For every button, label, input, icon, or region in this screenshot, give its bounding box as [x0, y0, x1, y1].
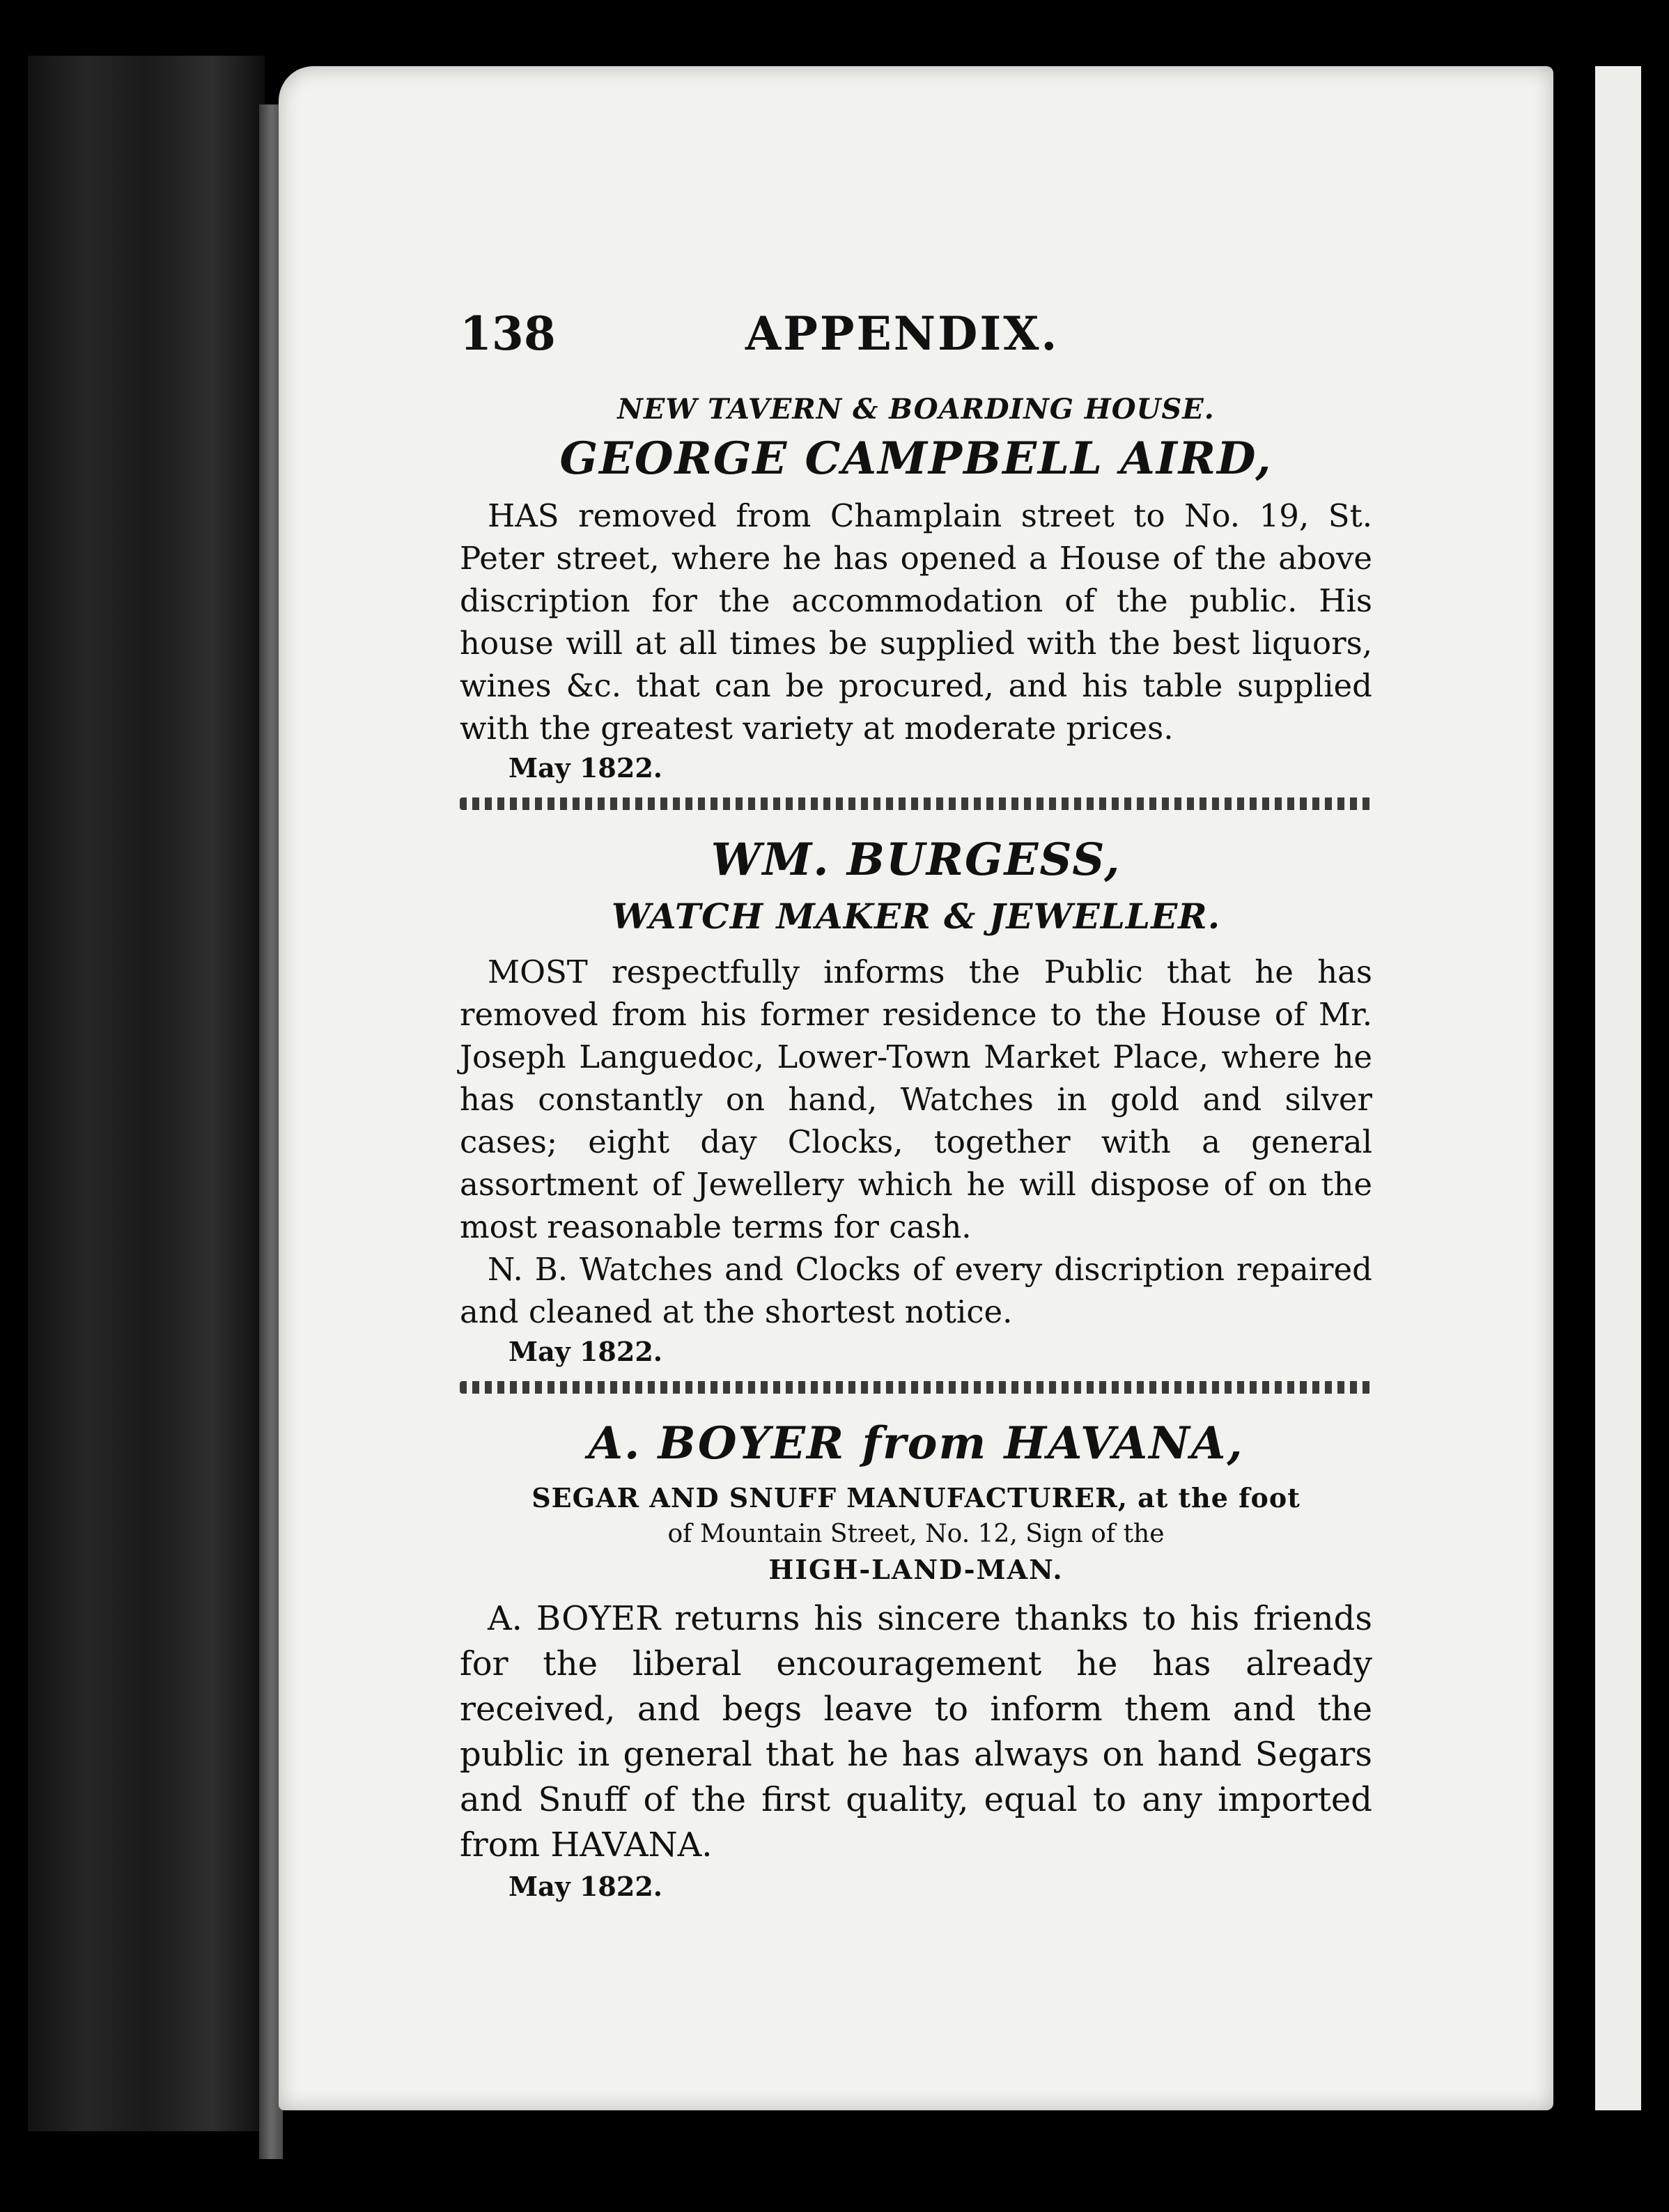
- advertisement-burgess: [460, 834, 1372, 1367]
- ornamental-rule: [460, 1381, 1372, 1394]
- ad-date: May 1822.: [509, 1871, 662, 1902]
- ad-kicker: NEW TAVERN & BOARDING HOUSE.: [617, 393, 1215, 426]
- advertisement-boyer: [460, 1417, 1372, 1902]
- book-spine: [28, 56, 265, 2131]
- advertiser-name: GEORGE CAMPBELL AIRD,: [559, 433, 1273, 485]
- ad-subtitle: SEGAR AND SNUFF MANUFACTURER, at the foot: [531, 1482, 1301, 1513]
- page-content: [460, 293, 1372, 1909]
- ad-date: May 1822.: [509, 1336, 662, 1367]
- page-number: 138: [460, 306, 556, 361]
- ad-body: HAS removed from Champlain street to No. 19, St. Peter street, where he has opened a House of the above discription for the accommodation of the public. His house will at all times be supplied with the best liquors, wines &c. that can be procured, and his table supplied with the greatest variety at moderate prices.: [460, 497, 1372, 747]
- gutter-shadow: [1553, 66, 1595, 2114]
- ornamental-rule: [460, 797, 1372, 810]
- ad-note: N. B. Watches and Clocks of every discription repaired and cleaned at the shortest notice.: [460, 1251, 1372, 1330]
- ad-sign: HIGH-LAND-MAN.: [768, 1554, 1064, 1585]
- ad-body: MOST respectfully informs the Public that he has removed from his former residence to the House of Mr. Joseph Languedoc, Lower-Town Market Place, where he has constantly on hand, Watches in gold and silver cases; eight day Clocks, together with a general assortment of Jewellery which he will dispose of on the most reasonable terms for cash.: [460, 953, 1372, 1245]
- page-header: [460, 293, 1372, 376]
- ad-body: A. BOYER returns his sincere thanks to his friends for the liberal encouragement he has already received, and begs leave to inform them and the public in general that he has always on hand Segars and Snuff of the first quality, equal to any imported from HAVANA.: [460, 1599, 1372, 1864]
- ad-date: May 1822.: [509, 752, 662, 784]
- advertisement-aird: [460, 393, 1372, 784]
- ad-address: of Mountain Street, No. 12, Sign of the: [667, 1520, 1165, 1548]
- facing-page-edge: [1595, 66, 1641, 2110]
- running-head: APPENDIX.: [745, 306, 1059, 361]
- advertiser-name: A. BOYER from HAVANA,: [588, 1417, 1244, 1470]
- advertiser-name: WM. BURGESS,: [711, 834, 1121, 886]
- advertiser-trade: WATCH MAKER & JEWELLER.: [611, 896, 1221, 937]
